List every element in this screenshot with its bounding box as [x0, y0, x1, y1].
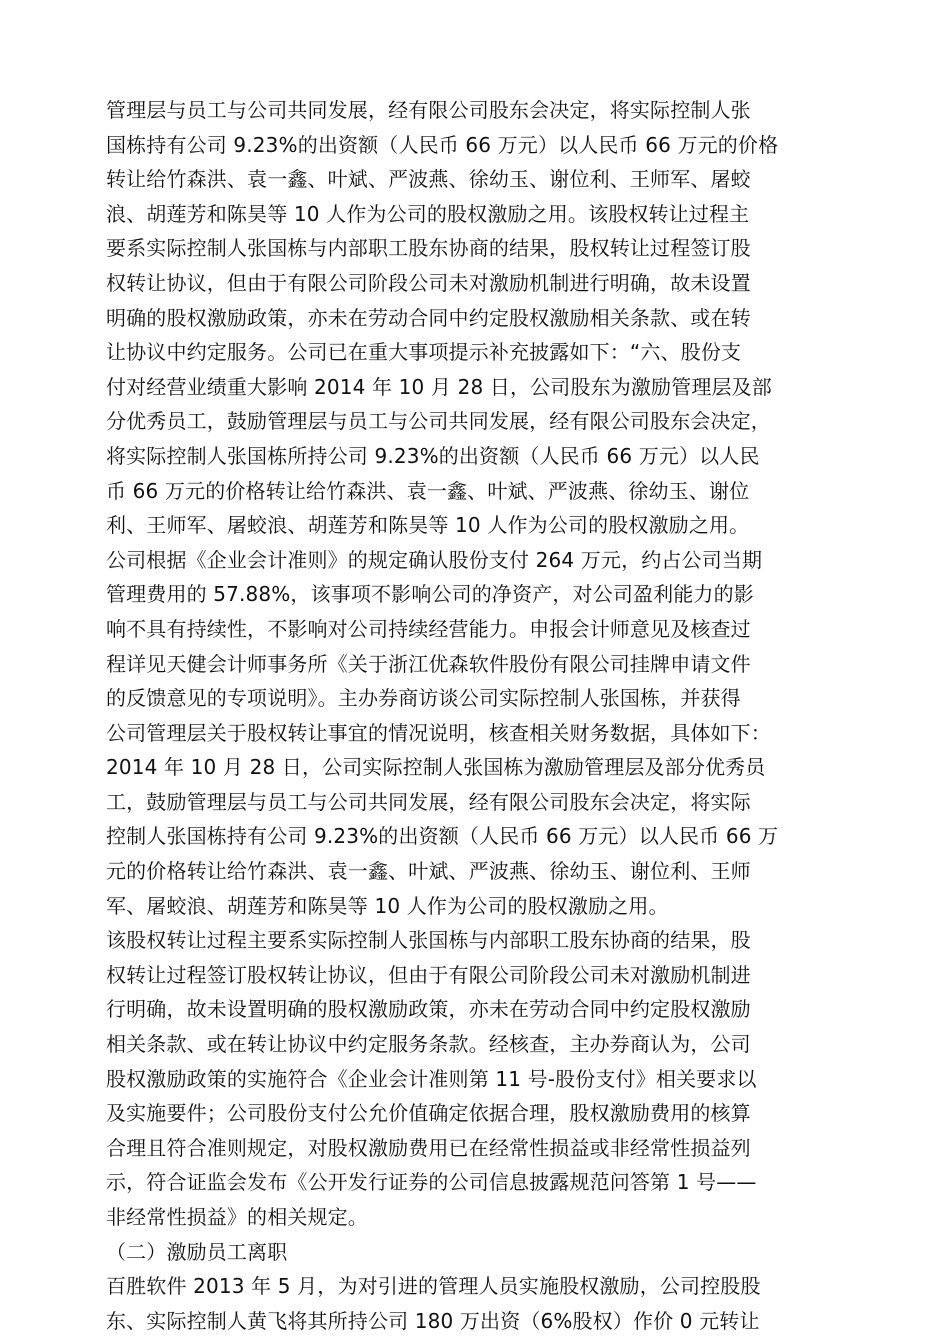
text-line: 相关条款、或在转让协议中约定服务条款。经核查，主办券商认为，公司	[106, 1032, 751, 1057]
text-line: 公司管理层关于股权转让事宜的情况说明，核查相关财务数据，具体如下：	[106, 720, 771, 745]
text-line: 2014 年 10 月 28 日，公司实际控制人张国栋为激励管理层及部分优秀员	[106, 755, 766, 780]
text-line: 让协议中约定服务。公司已在重大事项提示补充披露如下：“六、股份支	[106, 340, 742, 365]
text-line: 行明确，故未设置明确的股权激励政策，亦未在劳动合同中约定股权激励	[106, 997, 751, 1022]
text-line: 工，鼓励管理层与员工与公司共同发展，经有限公司股东会决定，将实际	[106, 789, 751, 814]
text-line: 程详见天健会计师事务所《关于浙江优森软件股份有限公司挂牌申请文件	[106, 651, 751, 676]
text-line: 该股权转让过程主要系实际控制人张国栋与内部职工股东协商的结果，股	[106, 928, 751, 953]
text-line: 权转让过程签订股权转让协议，但由于有限公司阶段公司未对激励机制进	[106, 962, 751, 987]
text-line: 管理费用的 57.88%，该事项不影响公司的净资产，对公司盈利能力的影	[106, 582, 754, 607]
body-text	[106, 93, 866, 1338]
text-line: 币 66 万元的价格转让给竹森洪、袁一鑫、叶斌、严波燕、徐幼玉、谢位	[106, 478, 750, 503]
text-line: 股权激励政策的实施符合《企业会计准则第 11 号-股份支付》相关要求以	[106, 1066, 757, 1091]
text-line: 非经常性损益》的相关规定。	[106, 1205, 368, 1229]
text-line: 权转让协议，但由于有限公司阶段公司未对激励机制进行明确，故未设置	[106, 270, 751, 295]
text-line: 明确的股权激励政策，亦未在劳动合同中约定股权激励相关条款、或在转	[106, 305, 751, 330]
text-line: 要系实际控制人张国栋与内部职工股东协商的结果，股权转让过程签订股	[106, 236, 751, 261]
text-line: 管理层与员工与公司共同发展，经有限公司股东会决定，将实际控制人张	[106, 98, 751, 122]
section-heading: （二）激励员工离职	[106, 1239, 288, 1264]
text-line: 国栋持有公司 9.23%的出资额（人民币 66 万元）以人民币 66 万元的价格	[106, 132, 779, 157]
text-line: 东、实际控制人黄飞将其所持公司 180 万出资（6%股权）作价 0 元转让	[106, 1308, 760, 1333]
text-line: 分优秀员工，鼓励管理层与员工与公司共同发展，经有限公司股东会决定，	[106, 409, 771, 434]
text-line: 及实施要件；公司股份支付公允价值确定依据合理，股权激励费用的核算	[106, 1101, 751, 1126]
text-line: 公司根据《企业会计准则》的规定确认股份支付 264 万元，约占公司当期	[106, 547, 763, 572]
text-line: 控制人张国栋持有公司 9.23%的出资额（人民币 66 万元）以人民币 66 万	[106, 824, 779, 849]
text-line: 将实际控制人张国栋所持公司 9.23%的出资额（人民币 66 万元）以人民	[106, 443, 760, 468]
text-line: 付对经营业绩重大影响 2014 年 10 月 28 日，公司股东为激励管理层及部	[106, 374, 772, 399]
text-line: 军、屠蛟浪、胡莲芳和陈昊等 10 人作为公司的股权激励之用。	[106, 893, 669, 918]
text-line: 利、王师军、屠蛟浪、胡莲芳和陈昊等 10 人作为公司的股权激励之用。	[106, 513, 750, 538]
text-line: 转让给竹森洪、袁一鑫、叶斌、严波燕、徐幼玉、谢位利、王师军、屠蛟	[106, 167, 751, 192]
text-line: 百胜软件 2013 年 5 月，为对引进的管理人员实施股权激励，公司控股股	[106, 1274, 761, 1299]
text-line: 响不具有持续性，不影响对公司持续经营能力。申报会计师意见及核查过	[106, 616, 751, 641]
text-line: 元的价格转让给竹森洪、袁一鑫、叶斌、严波燕、徐幼玉、谢位利、王师	[106, 859, 751, 884]
text-line: 示，符合证监会发布《公开发行证券的公司信息披露规范问答第 1 号——	[106, 1170, 757, 1195]
text-line: 的反馈意见的专项说明》。主办券商访谈公司实际控制人张国栋，并获得	[106, 686, 741, 711]
text-line: 浪、胡莲芳和陈昊等 10 人作为公司的股权激励之用。该股权转让过程主	[106, 201, 750, 226]
text-line: 合理且符合准则规定，对股权激励费用已在经常性损益或非经常性损益列	[106, 1135, 751, 1160]
